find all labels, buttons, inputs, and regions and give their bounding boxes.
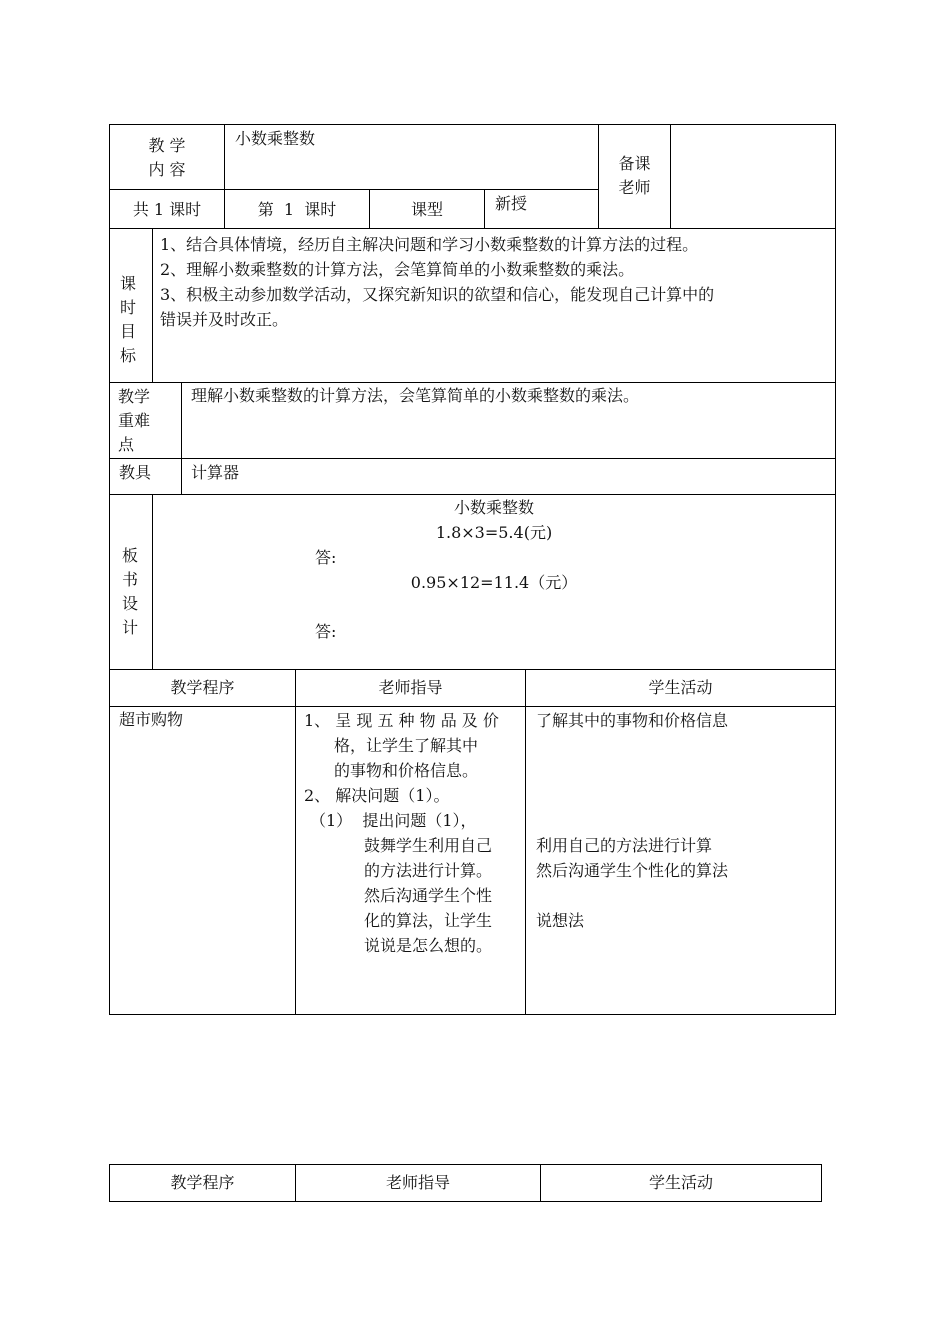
next-header-teacher: 老师指导 <box>385 1173 450 1192</box>
content-value: 小数乘整数 <box>235 129 316 148</box>
key-points-label: 教学 重难 点 <box>118 387 151 454</box>
prep-teacher-label: 备课 老师 <box>618 154 651 197</box>
board-title: 小数乘整数 <box>453 498 534 517</box>
type-label: 课型 <box>410 200 443 219</box>
type-value: 新授 <box>495 194 528 213</box>
objectives-label: 课 时 目 标 <box>119 274 136 365</box>
procedure-header-teacher: 老师指导 <box>378 678 443 697</box>
board-label: 板 书 设 计 <box>121 546 138 637</box>
board-equation-2: 0.95×12=11.4（元） <box>410 573 578 592</box>
tools-text: 计算器 <box>191 463 240 482</box>
total-periods: 共 1 课时 <box>132 200 202 219</box>
board-answer-1: 答: <box>315 548 337 567</box>
content-label: 教 学 内 容 <box>148 136 186 179</box>
key-points-text: 理解小数乘整数的计算方法，会笔算简单的小数乘整数的乘法。 <box>191 386 640 405</box>
tools-label: 教具 <box>119 463 152 482</box>
next-header-step: 教学程序 <box>170 1173 235 1192</box>
board-answer-2: 答: <box>315 622 337 641</box>
board-equation-1: 1.8×3=5.4(元) <box>435 523 553 542</box>
procedure-step: 超市购物 <box>119 710 184 729</box>
procedure-header-student: 学生活动 <box>648 678 713 697</box>
lesson-plan-table: 教 学 内 容 小数乘整数 备课 老师 共 1 课时 第 1 课时 课型 新授 课 时 目 标 1、结合具体情境，经历自主解决问题和学习小数乘整数的计算方法的过程。 2、理解小数乘整数的计算方法，会笔算简单的小数乘整数的乘法。 3、积极主动参加数学活动，又探究新知识的欲望和信心，能发现自己计算中的 错误并及时改正。 教学 重难 点 理解小数乘整数的计算方法，会笔算简单的小数乘整数的乘法。 教具 计算器 板 书 设 计 小数乘整数 1.8×3=5.4(元) 答: 0.95×12=11.4（元） 答: 教学程序 老师指导 学生活动 超市购物 1、 呈 现 五 种 物 品 及 价 格，让学生了解其中 的事物和价格信息。 2、 解决问题（1）。 （1） 提出问题（1）， 鼓舞学生利用自己 的方法进行计算。 然后沟通学生个性 化的算法，让学生 说说是怎么想的。 了解其中的事物和价格信息 利用自己的方法进行计算 然后沟通学生个性化的算法 说想法 <box>0 0 950 1020</box>
next-header-student: 学生活动 <box>648 1173 713 1192</box>
objectives-text: 1、结合具体情境，经历自主解决问题和学习小数乘整数的计算方法的过程。 2、理解小数乘整数的计算方法，会笔算简单的小数乘整数的乘法。 3、积极主动参加数学活动，又探究新知识的欲望和信心，能发现自己计算中的 错误并及时改正。 <box>160 235 715 329</box>
procedure-header-step: 教学程序 <box>170 678 235 697</box>
period-label: 第 1 课时 <box>257 200 337 219</box>
